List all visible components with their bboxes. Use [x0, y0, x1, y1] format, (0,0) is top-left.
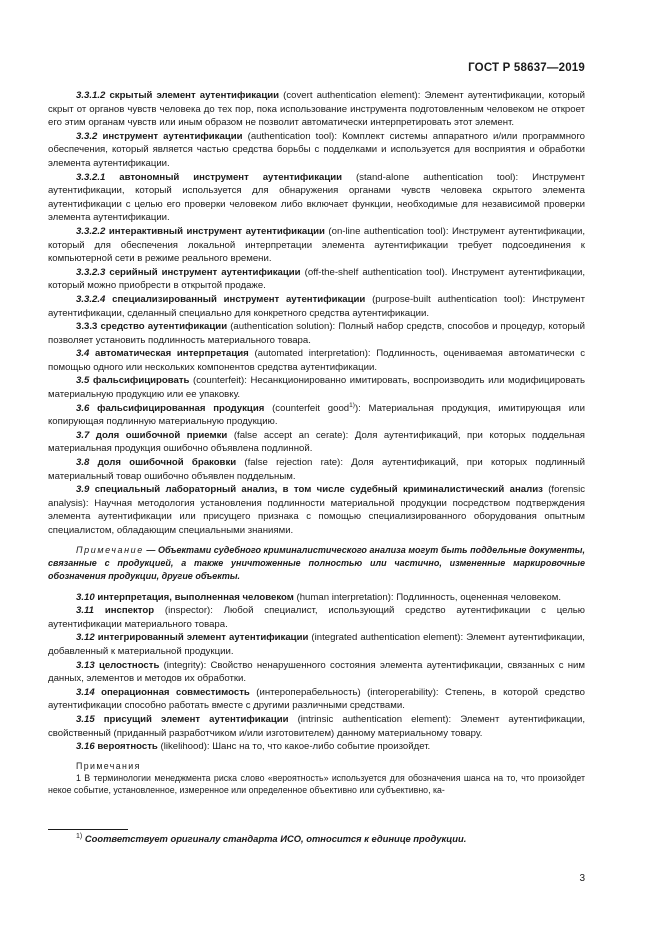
- term-entry: [48, 713, 585, 740]
- footnote: [76, 833, 586, 844]
- term-entry: [48, 659, 585, 686]
- entry-term: целостность: [98, 659, 160, 671]
- entry-number: 3.3.2.3: [76, 266, 106, 278]
- entry-term: интерактивный инструмент аутентификации: [108, 225, 325, 237]
- entry-text: (human interpretation): Подлинность, оцененная человеком.: [293, 591, 562, 603]
- entry-text: (интероперабельность) (interoperability): Степень, в которой средство аутентификации способно работать вместе с другими различными средствами.: [48, 686, 585, 712]
- entry-number: 3.11: [76, 605, 94, 617]
- entry-text: (counterfeit): Несанкционированно имитировать, воспроизводить или модифицировать материальную продукцию или ее упаковку.: [48, 375, 586, 401]
- entry-text: (integrity): Свойство ненарушенного состояния элемента аутентификации, связанных с ним данных, элементов и методов их обработки.: [48, 659, 585, 685]
- term-entry: [48, 483, 585, 537]
- entry-number: 3.16: [76, 741, 95, 753]
- entry-text: (forensic analysis): Научная методология установления подлинности материальной продукции посредством подтверждения элемента аутентификации или присущего признака с помощью специализированного оборудования опытным специалистом, обладающим специальными знаниями.: [48, 484, 586, 536]
- entry-text: (false rejection rate): Доля аутентификаций, при которых подлинный материальный товар ошибочно объявлен поддельным.: [48, 457, 585, 482]
- entry-number: 3.10: [76, 591, 95, 603]
- term-entry: [48, 347, 585, 374]
- entry-text: (stand-alone authentication tool): Инструмент аутентификации, который используется для обнаружения органами чувств человека скрытого элемента аутентификации с целью его проверки человеком либо включает функции, необходимые для независимой проверки элемента аутентификации.: [48, 171, 585, 224]
- footnote-divider: [48, 829, 128, 830]
- entry-term: автоматическая интерпретация: [95, 348, 249, 360]
- term-entry: [48, 374, 585, 401]
- entry-text: (on-line authentication tool): Инструмент аутентификации, который для обеспечения локальной интерпретации элемента аутентификации требует подсоединения к компьютерной сети в режиме реального времени.: [48, 225, 585, 265]
- entry-text: (off-the-shelf authentication tool). Инструмент аутентификации, который можно приобрести в открытой продаже.: [48, 266, 585, 292]
- entry-number: 3.3.2.1: [76, 171, 106, 183]
- term-entry: [48, 686, 585, 713]
- term-entry: [48, 631, 585, 658]
- entry-number: 3.4: [76, 348, 90, 360]
- entry-term: интегрированный элемент аутентификации: [97, 632, 309, 644]
- notes-heading: Примечания: [76, 760, 141, 771]
- term-entry: [48, 456, 585, 483]
- entry-text: (authentication solution): Полный набор средств, способов и процедур, который позволяет установить подлинность материального товара.: [48, 321, 585, 346]
- note-item: 1 В терминологии менеджмента риска слово «вероятность» используется для обозначения шанса на то, что произойдет некое событие, установленное, измеренное или определенное объективно или субъективно, ка-: [48, 772, 585, 796]
- standard-header: ГОСТ Р 58637—2019: [468, 62, 585, 74]
- entry-term: специальный лабораторный анализ, в том числе судебный криминалистический анализ: [94, 484, 543, 496]
- entry-text: ): Материальная продукция, имитирующая или копирующая подлинную материальную продукцию.: [48, 402, 586, 428]
- entry-term: инспектор: [104, 605, 155, 617]
- term-entry: [48, 266, 585, 293]
- entry-text: (false accept an cerate): Доля аутентификаций, при которых поддельная материальная продукция ошибочно объявлена подлинной.: [48, 429, 585, 455]
- note-text: — Объектами судебного криминалистического анализа могут быть поддельные документы, связанные с продукцией, а также уничтоженные полностью или частично, измененные маркировочные обозначения продукции, другие объекты.: [48, 544, 585, 581]
- entry-number: 3.14: [76, 686, 95, 698]
- entry-number: 3.3.1.2: [76, 90, 106, 101]
- entry-number: 3.5: [76, 375, 90, 387]
- term-entry: [48, 591, 585, 605]
- note-label: Примечание: [76, 544, 144, 555]
- entry-text: (covert authentication element): Элемент аутентификации, который скрыт от органов чувств человека до тех пор, пока использование инструмента подготовленным человеком не откроет его этим органам чувств или иным образом не позволит автоматически интерпретировать этот элемент.: [48, 90, 585, 129]
- entry-text: (intrinsic authentication element): Элемент аутентификации, свойственный (приданный разработчиком и/или изготовителем) данному материальному товару.: [48, 713, 585, 739]
- entry-term: фальсифицировать: [92, 375, 190, 387]
- entry-term: инструмент аутентификации: [102, 130, 243, 142]
- entry-text: (inspector): Любой специалист, использующий средство аутентификации с целью аутентификации материального товара.: [48, 605, 585, 630]
- page-number: 3: [579, 873, 585, 884]
- term-entry: [48, 740, 585, 754]
- footnote-text: Соответствует оригиналу стандарта ИСО, относится к единице продукции.: [84, 833, 467, 844]
- entry-number: 3.3.2.4: [76, 293, 106, 305]
- entry-number: 3.15: [76, 713, 95, 725]
- entry-number: 3.3.2: [76, 130, 98, 142]
- entry-term: вероятность: [97, 741, 158, 753]
- term-entry: [48, 604, 585, 631]
- entry-term: фальсифицированная продукция: [97, 402, 265, 414]
- entry-number: 3.8: [76, 457, 90, 469]
- entry-text: (authentication tool): Комплект системы аппаратного и/или программного обеспечения, который является частью средства борьбы с подделками и используется для восприятия и обработки элемента аутентификации.: [48, 130, 585, 169]
- entry-text-pre: (counterfeit good: [264, 402, 350, 414]
- entry-term: специализированный инструмент аутентификации: [112, 293, 366, 305]
- entry-number: 3.3.3: [76, 321, 98, 333]
- term-entry: [48, 130, 585, 171]
- term-entry: [48, 320, 585, 347]
- entry-term: интерпретация, выполненная человеком: [97, 591, 294, 603]
- footnote-ref: 1): [349, 401, 355, 409]
- entry-term: присущий элемент аутентификации: [103, 713, 289, 725]
- entry-number: 3.9: [76, 484, 90, 496]
- entry-term: автономный инструмент аутентификации: [119, 171, 343, 183]
- term-entry: [48, 225, 585, 266]
- note: [48, 544, 585, 583]
- document-body: [48, 89, 585, 797]
- entry-number: 3.12: [76, 632, 95, 644]
- entry-term: скрытый элемент аутентификации: [109, 90, 280, 101]
- entry-term: серийный инструмент аутентификации: [109, 266, 301, 278]
- term-entry: [48, 89, 585, 130]
- entry-term: доля ошибочной браковки: [97, 457, 237, 469]
- footnote-mark: 1): [76, 832, 83, 840]
- entry-number: 3.13: [76, 659, 95, 671]
- entry-number: 3.3.2.2: [76, 225, 106, 237]
- entry-text: (likelihood): Шанс на то, что какое-либо событие произойдет.: [157, 741, 431, 753]
- entry-text: (automated interpretation): Подлинность, оцениваемая автоматически с помощью одного или нескольких компонентов средства аутентификации.: [48, 348, 586, 373]
- term-entry: [48, 293, 585, 320]
- entry-term: операционная совместимость: [101, 686, 250, 698]
- entry-term: средство аутентификации: [100, 321, 228, 333]
- entry-text: (integrated authentication element): Элемент аутентификации, добавленный к материальной продукции.: [48, 632, 585, 657]
- term-entry: [48, 402, 585, 429]
- entry-text: (purpose-built authentication tool): Инструмент аутентификации, сделанный специально для конкретного средства аутентификации.: [48, 293, 585, 319]
- entry-number: 3.7: [76, 429, 90, 441]
- entry-number: 3.6: [76, 402, 90, 414]
- entry-term: доля ошибочной приемки: [95, 429, 228, 441]
- term-entry: [48, 171, 585, 225]
- term-entry: [48, 429, 585, 456]
